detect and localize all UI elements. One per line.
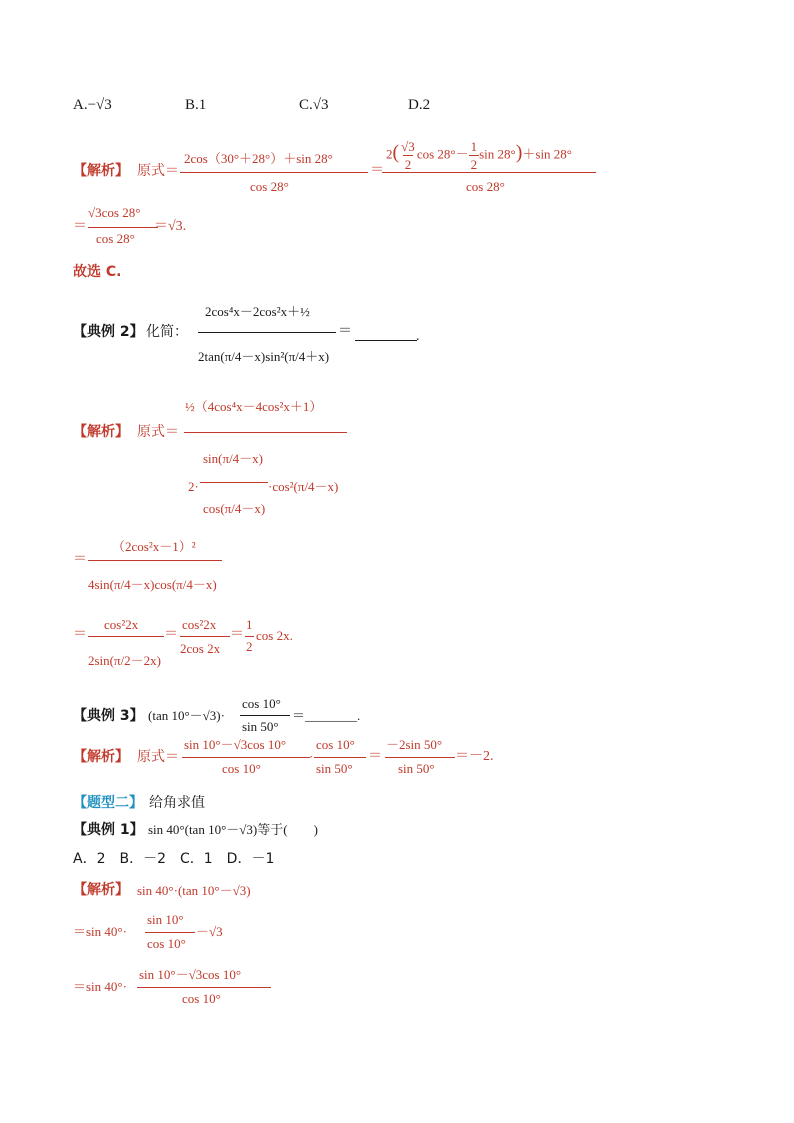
ex2-bar (198, 332, 336, 333)
answer-c: 故选 C. (73, 264, 122, 280)
ex3-lead: (tan 10°－√3)· (148, 708, 225, 723)
ex2-s3-bar2 (180, 636, 230, 637)
ex2-s3-den1: 2sin(π/2－2x) (88, 653, 162, 668)
q1-l2-num: √3cos 28° (88, 205, 141, 220)
ex2-s3-den2: 2cos 2x (180, 641, 221, 656)
ex3-frac-num: cos 10° (242, 696, 281, 711)
example3-label: 【典例 3】 (73, 708, 144, 724)
ex3-frac-den: sin 50° (242, 719, 279, 734)
ex2-s1-den-den: cos(π/4－x) (203, 501, 266, 516)
t2-ex1-sol-line1: sin 40°·(tan 10°－√3) (137, 883, 251, 898)
ex2-s3-result: cos 2x. (256, 628, 293, 643)
t2-ex1-sol-line2-den: cos 10° (147, 936, 186, 951)
ex2-s3-num1: cos²2x (104, 617, 139, 632)
option-d: D.2 (408, 97, 431, 113)
t2-ex1-sol-line2-tail: －√3 (196, 924, 223, 939)
t2-example1-label: 【典例 1】 (73, 822, 144, 838)
t2-ex1-sol-line2-num: sin 10° (147, 912, 184, 927)
ex2-s1-den-num: sin(π/4－x) (203, 451, 264, 466)
ex2-s1-num: ½（4cos⁴x－4cos²x＋1） (185, 399, 323, 414)
ex2-s1-den-tail: ·cos²(π/4－x) (268, 479, 339, 494)
ex3-sol-den3: sin 50° (398, 761, 435, 776)
t2-ex1-sol-line2-lead: ＝sin 40°· (73, 924, 127, 939)
option-a: A.−√3 (73, 97, 112, 113)
t2-ex1-sol-line3-den: cos 10° (182, 991, 221, 1006)
ex2-s2-bar (88, 560, 222, 561)
ex2-s3-num2: cos²2x (182, 617, 217, 632)
example2-label: 【典例 2】 (73, 324, 144, 340)
t2-ex1-solution-label: 【解析】 (73, 882, 129, 898)
ex2-s3-bar1 (88, 636, 164, 637)
type2-title: 给角求值 (149, 795, 205, 811)
q1-l2-bar (88, 227, 158, 228)
t2-ex1-sol-line3-num: sin 10°－√3cos 10° (139, 967, 242, 982)
ex3-sol-result: ＝－2. (455, 749, 494, 764)
q1-eq: ＝ (370, 163, 384, 178)
ex2-s1-den-bar (200, 482, 268, 483)
t2-ex1-options: A．2 B．－2 C．1 D．－1 (73, 851, 275, 867)
ex3-sol-den2: sin 50° (316, 761, 353, 776)
ex2-den: 2tan(π/4－x)sin²(π/4＋x) (198, 349, 330, 364)
q1-den2: cos 28° (466, 179, 505, 194)
ex2-blank (355, 340, 417, 341)
q1-l2-result: ＝√3. (154, 219, 187, 234)
ex2-s1-bar (184, 432, 347, 433)
q1-l2-den: cos 28° (96, 231, 135, 246)
ex2-solution-label: 【解析】 (73, 424, 129, 440)
t2-ex1-sol-line3-lead: ＝sin 40°· (73, 979, 127, 994)
q1-bar1 (180, 172, 368, 173)
yuanshi-label: 原式＝ (137, 163, 179, 179)
t2-ex1-stem: sin 40°(tan 10°－√3)等于( ) (148, 822, 318, 837)
ex3-sol-num1: sin 10°－√3cos 10° (184, 737, 287, 752)
ex3-sol-den1: cos 10° (222, 761, 261, 776)
ex2-num: 2cos⁴x－2cos²x＋½ (205, 304, 310, 319)
ex3-sol-num3: －2sin 50° (386, 737, 443, 752)
huajian-label: 化简： (146, 324, 188, 340)
type2-label: 【题型二】 (73, 795, 143, 811)
option-c: C.√3 (299, 97, 329, 113)
q1-den1: cos 28° (250, 179, 289, 194)
ex2-s2-num: （2cos²x－1）² (112, 539, 196, 554)
solution-label: 【解析】 (73, 163, 129, 179)
ex3-tail: ＝________. (292, 708, 361, 723)
option-b: B.1 (185, 97, 207, 113)
q1-bar2 (382, 172, 596, 173)
ex3-solution-label: 【解析】 (73, 749, 129, 765)
ex2-s2-den: 4sin(π/4－x)cos(π/4－x) (88, 577, 217, 592)
ex3-sol-num2: cos 10° (316, 737, 355, 752)
q1-num2-prefix: 2( $\frac{√3}{2}$ cos 28°－ $\frac{1}{2}$ sin 28°)＋sin 28° (386, 139, 573, 172)
q1-num1: 2cos（30°＋28°）＋sin 28° (184, 151, 333, 166)
